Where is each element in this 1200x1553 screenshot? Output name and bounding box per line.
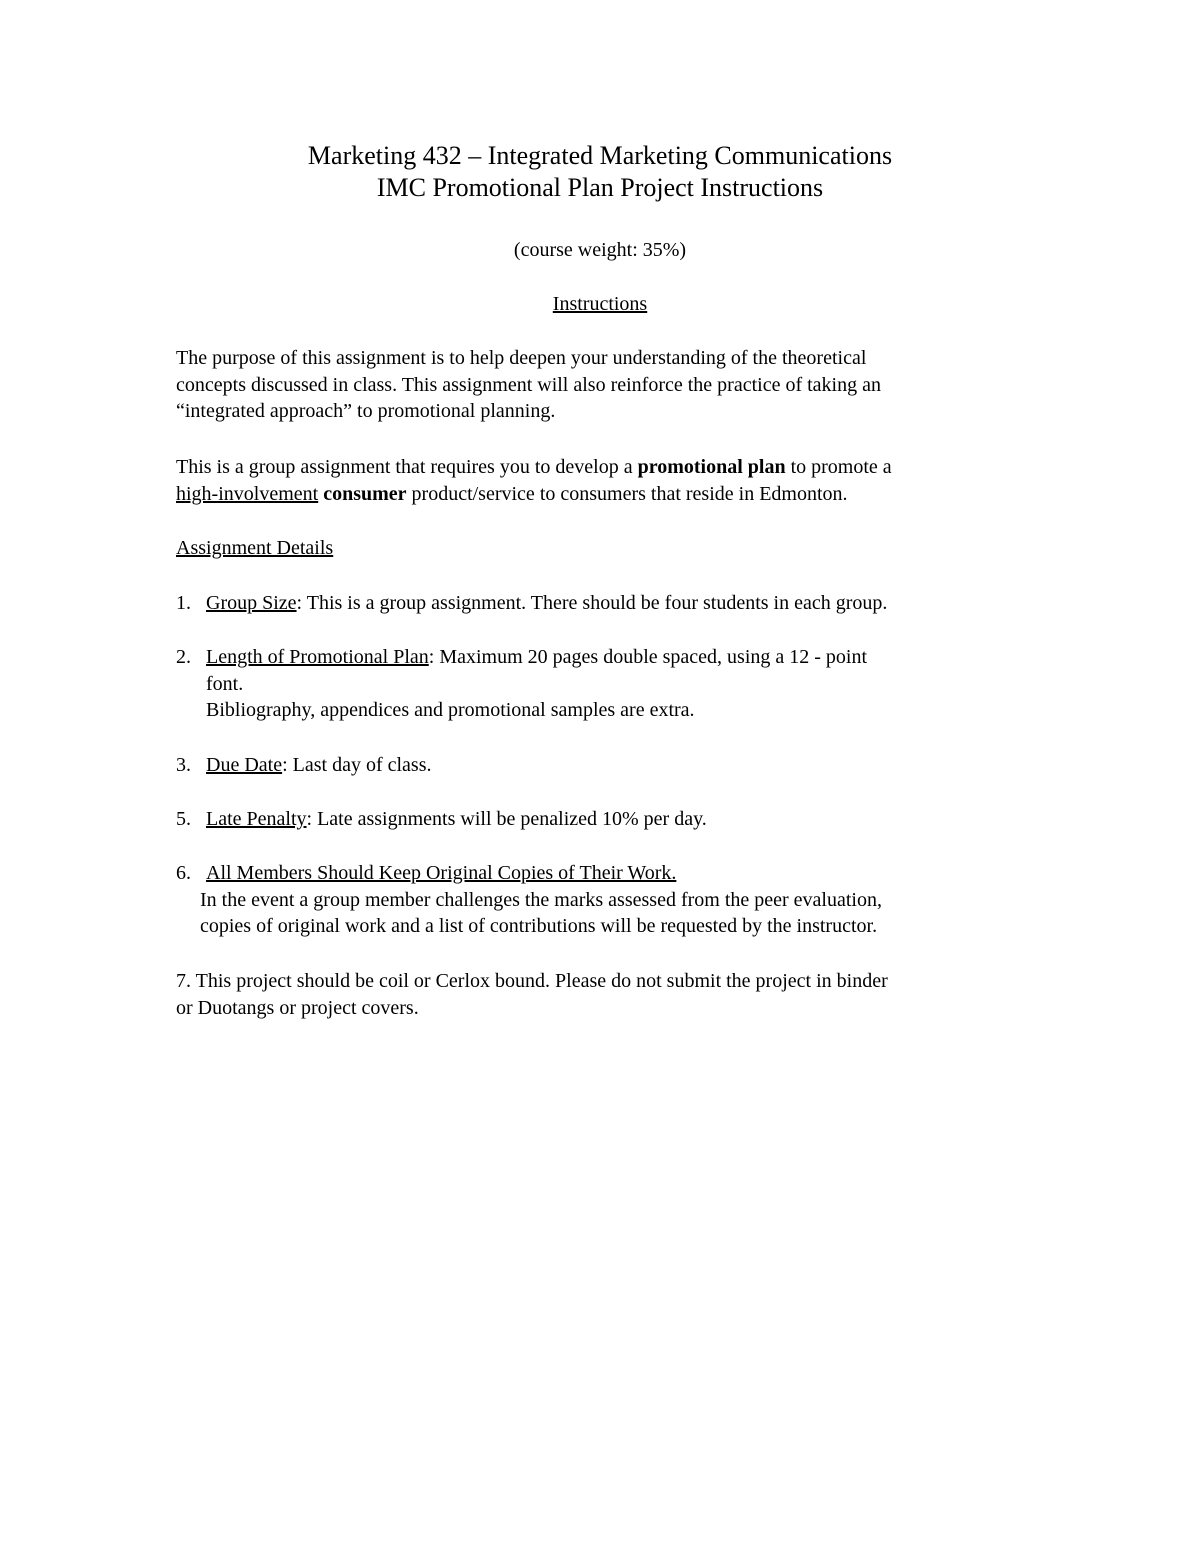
list-item-keep-copies: 6. All Members Should Keep Original Copies of Their Work. In the event a group member challenges the marks assessed from the peer evaluation, copies of original work and a list of contributions will be requested by the instructor. bbox=[176, 862, 882, 937]
group-assignment-paragraph: This is a group assignment that requires you to develop a promotional plan to promote a high-involvement consumer product/service to consumers that reside in Edmonton. bbox=[176, 456, 892, 505]
document-title bbox=[0, 140, 1200, 204]
list-item-length: 2. Length of Promotional Plan: Maximum 20 pages double spaced, using a 12 - point font. Bibliography, appendices and promotional samples are extra. bbox=[176, 646, 868, 721]
project-title: IMC Promotional Plan Project Instructions bbox=[376, 173, 824, 202]
assignment-details-heading: Assignment Details bbox=[176, 537, 334, 559]
course-title: Marketing 432 – Integrated Marketing Communications bbox=[307, 141, 893, 170]
instructions-heading: Instructions bbox=[552, 293, 648, 315]
list-item-due-date: 3. Due Date: Last day of class. bbox=[176, 754, 432, 776]
course-weight: (course weight: 35%) bbox=[513, 239, 687, 261]
purpose-paragraph: The purpose of this assignment is to help deepen your understanding of the theoretical concepts discussed in class. This assignment will also reinforce the practice of taking an “integrated approach” to promotional planning. bbox=[176, 347, 881, 422]
list-item-binding: 7. This project should be coil or Cerlox bound. Please do not submit the project in binder or Duotangs or project covers. bbox=[176, 970, 888, 1019]
list-item-late-penalty: 5. Late Penalty: Late assignments will be penalized 10% per day. bbox=[176, 808, 707, 830]
list-item-group-size: 1. Group Size: This is a group assignment. There should be four students in each group. bbox=[176, 592, 888, 614]
